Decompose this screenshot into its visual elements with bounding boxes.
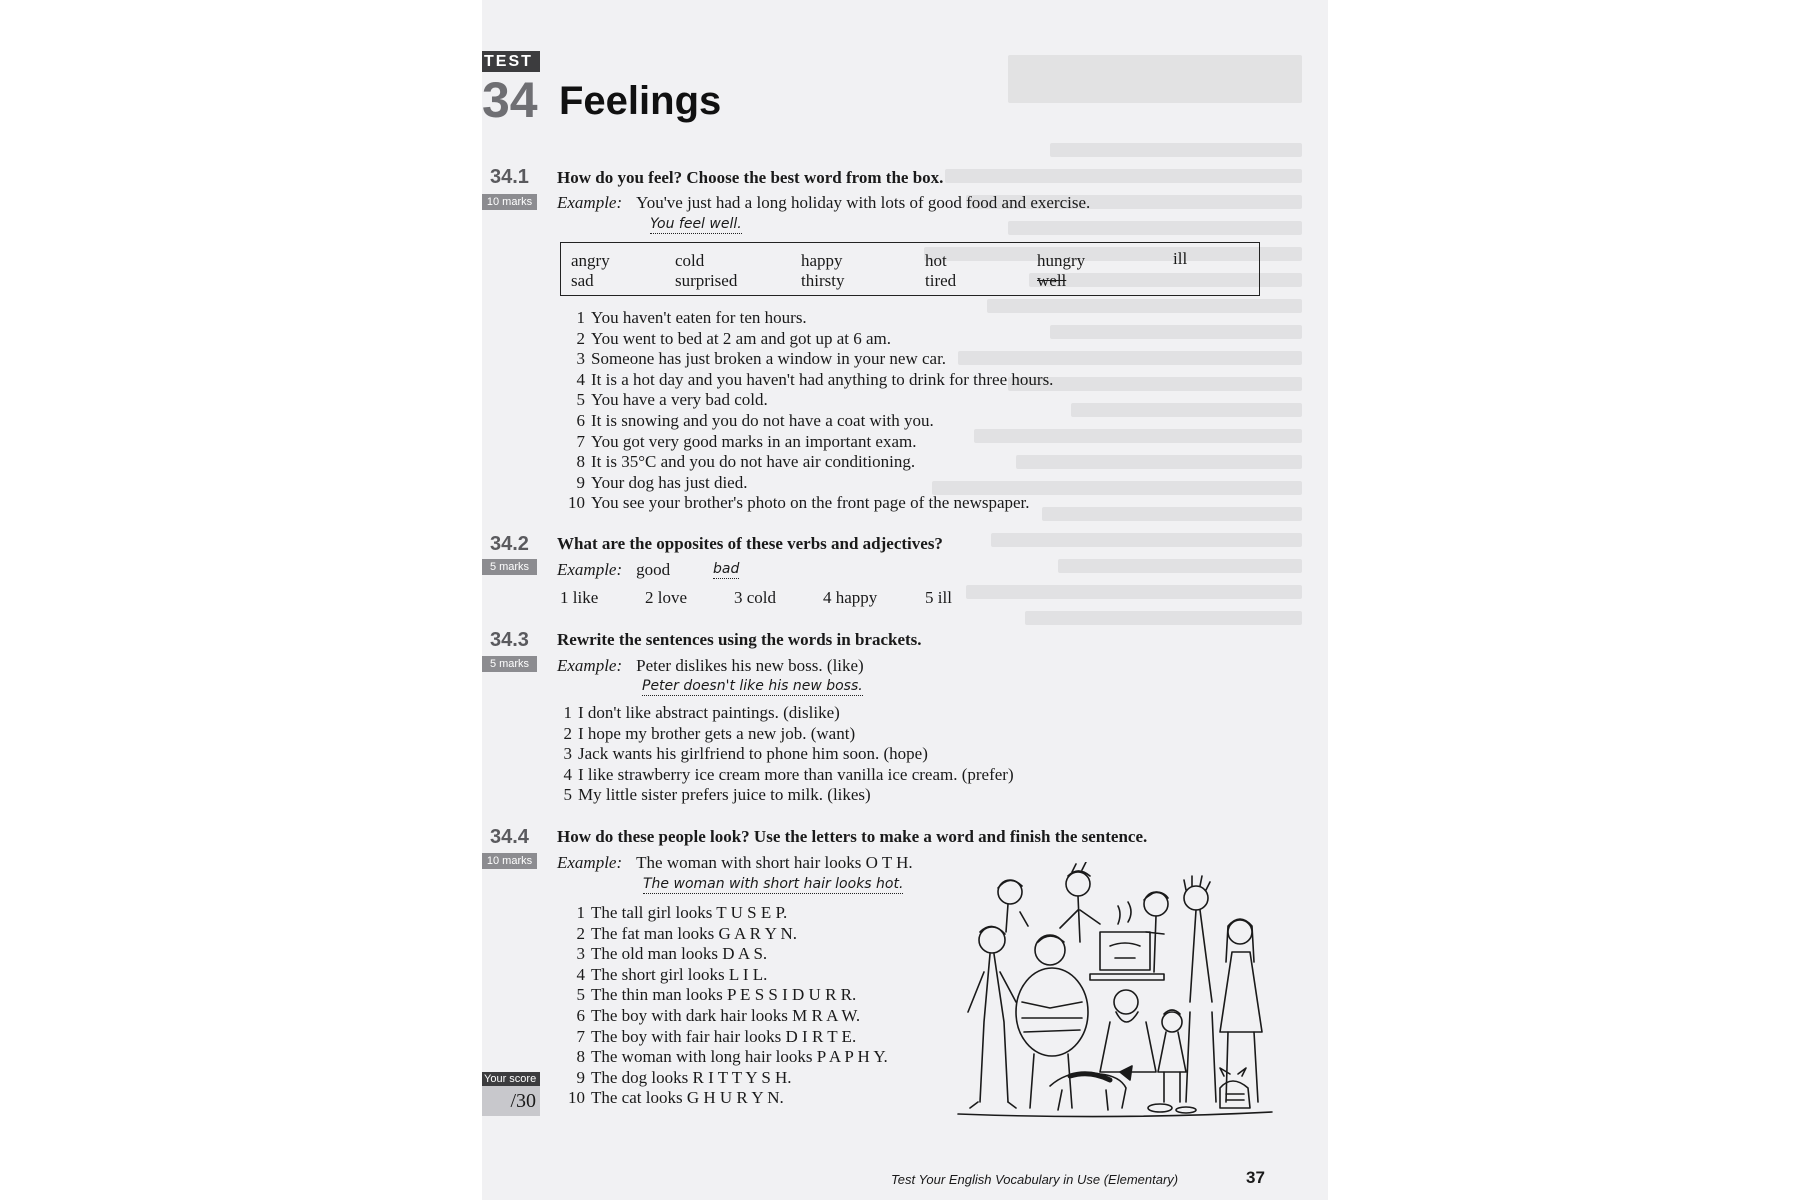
list-item: 10 The cat looks G H U R Y N. xyxy=(568,1088,784,1108)
instruction-34-3: Rewrite the sentences using the words in brackets. xyxy=(557,630,922,649)
opposite-item: 4 happy xyxy=(823,588,878,607)
example-label: Example: xyxy=(557,656,623,675)
list-item: 5 My little sister prefers juice to milk. (likes) xyxy=(563,785,871,805)
word-thirsty: thirsty xyxy=(801,271,845,290)
word-well-crossed-out: well xyxy=(1037,271,1067,290)
section-number-34-1: 34.1 xyxy=(490,166,529,188)
example-word: good xyxy=(636,560,671,579)
section-number-34-3: 34.3 xyxy=(490,629,529,651)
list-item: 4 It is a hot day and you haven't had anything to drink for three hours. xyxy=(576,369,1054,389)
list-item: 5 The thin man looks P E S S I D U R R. xyxy=(576,985,857,1005)
example-text: Peter dislikes his new boss. (like) xyxy=(636,656,864,675)
list-item: 8 The woman with long hair looks P A P H Y. xyxy=(576,1047,888,1067)
list-item: 10 You see your brother's photo on the front page of the newspaper. xyxy=(568,493,1030,513)
list-item: 3 The old man looks D A S. xyxy=(576,944,768,964)
example-answer-34-1: You feel well. xyxy=(650,216,742,232)
word-angry: angry xyxy=(571,251,610,270)
score-label: Your score xyxy=(482,1072,540,1086)
opposite-item: 5 ill xyxy=(925,588,952,607)
instruction-34-2: What are the opposites of these verbs and adjectives? xyxy=(557,534,943,553)
score-box: /30 xyxy=(482,1086,540,1116)
opposite-item: 2 love xyxy=(645,588,688,607)
example-answer-34-3: Peter doesn't like his new boss. xyxy=(642,678,863,694)
word-hungry: hungry xyxy=(1037,251,1086,270)
list-item: 1 The tall girl looks T U S E P. xyxy=(576,903,788,922)
list-item: 2 I hope my brother gets a new job. (want) xyxy=(563,723,856,743)
list-item: 1 I don't like abstract paintings. (dislike) xyxy=(563,703,840,722)
footer-book-title: Test Your English Vocabulary in Use (Elementary) xyxy=(891,1172,1179,1187)
instruction-34-1: How do you feel? Choose the best word from the box. xyxy=(557,168,944,187)
example-text: You've just had a long holiday with lots of good food and exercise. xyxy=(636,193,1091,212)
list-34-4 xyxy=(560,903,888,1109)
example-34-3 xyxy=(557,656,864,676)
example-34-2 xyxy=(557,560,670,580)
list-item: 8 It is 35°C and you do not have air conditioning. xyxy=(576,452,916,472)
word-hot: hot xyxy=(925,251,947,270)
section-number-34-4: 34.4 xyxy=(490,826,529,848)
marks-badge-34-1: 10 marks xyxy=(482,194,537,210)
list-item: 6 It is snowing and you do not have a coat with you. xyxy=(576,410,934,430)
workbook-page xyxy=(482,0,1328,1200)
word-cold: cold xyxy=(675,251,705,270)
example-answer-34-2: bad xyxy=(713,561,740,577)
list-item: 5 You have a very bad cold. xyxy=(576,390,768,410)
example-label: Example: xyxy=(557,193,623,212)
word-happy: happy xyxy=(801,251,843,270)
marks-badge-34-2: 5 marks xyxy=(482,559,537,575)
page-title: Feelings xyxy=(559,79,722,123)
word-ill: ill xyxy=(1173,249,1188,268)
list-34-3 xyxy=(560,703,1014,806)
marks-badge-34-3: 5 marks xyxy=(482,656,537,672)
example-answer-34-4: The woman with short hair looks hot. xyxy=(643,876,904,892)
example-text: The woman with short hair looks O T H. xyxy=(636,853,913,872)
list-item: 4 The short girl looks L I L. xyxy=(576,964,768,984)
list-34-1 xyxy=(560,308,1053,514)
word-surprised: surprised xyxy=(675,271,738,290)
example-label: Example: xyxy=(557,560,623,579)
list-item: 1 You haven't eaten for ten hours. xyxy=(576,308,807,327)
group-of-people-illustration xyxy=(950,862,1280,1122)
list-item: 2 You went to bed at 2 am and got up at 6 am. xyxy=(576,328,891,348)
page-number: 37 xyxy=(1246,1168,1265,1187)
list-item: 4 I like strawberry ice cream more than vanilla ice cream. (prefer) xyxy=(563,764,1014,784)
list-item: 7 You got very good marks in an important exam. xyxy=(576,431,917,451)
list-item: 3 Jack wants his girlfriend to phone him soon. (hope) xyxy=(563,744,928,764)
list-item: 3 Someone has just broken a window in your new car. xyxy=(576,349,947,369)
opposite-item: 3 cold xyxy=(734,588,777,607)
test-number: 34 xyxy=(482,72,538,128)
list-item: 9 Your dog has just died. xyxy=(576,472,748,492)
marks-badge-34-4: 10 marks xyxy=(482,853,537,869)
section-number-34-2: 34.2 xyxy=(490,533,529,555)
list-item: 7 The boy with fair hair looks D I R T E. xyxy=(576,1026,857,1046)
opposite-item: 1 like xyxy=(560,588,599,607)
list-item: 2 The fat man looks G A R Y N. xyxy=(576,923,798,943)
word-sad: sad xyxy=(571,271,594,290)
word-box xyxy=(560,242,1260,296)
example-label: Example: xyxy=(557,853,623,872)
list-item: 9 The dog looks R I T T Y S H. xyxy=(576,1067,792,1087)
test-badge: TEST xyxy=(482,51,540,72)
list-item: 6 The boy with dark hair looks M R A W. xyxy=(576,1005,861,1025)
instruction-34-4: How do these people look? Use the letters to make a word and finish the sentence. xyxy=(557,827,1148,846)
example-34-1 xyxy=(557,193,1090,213)
word-tired: tired xyxy=(925,271,957,290)
example-34-4 xyxy=(557,853,913,873)
